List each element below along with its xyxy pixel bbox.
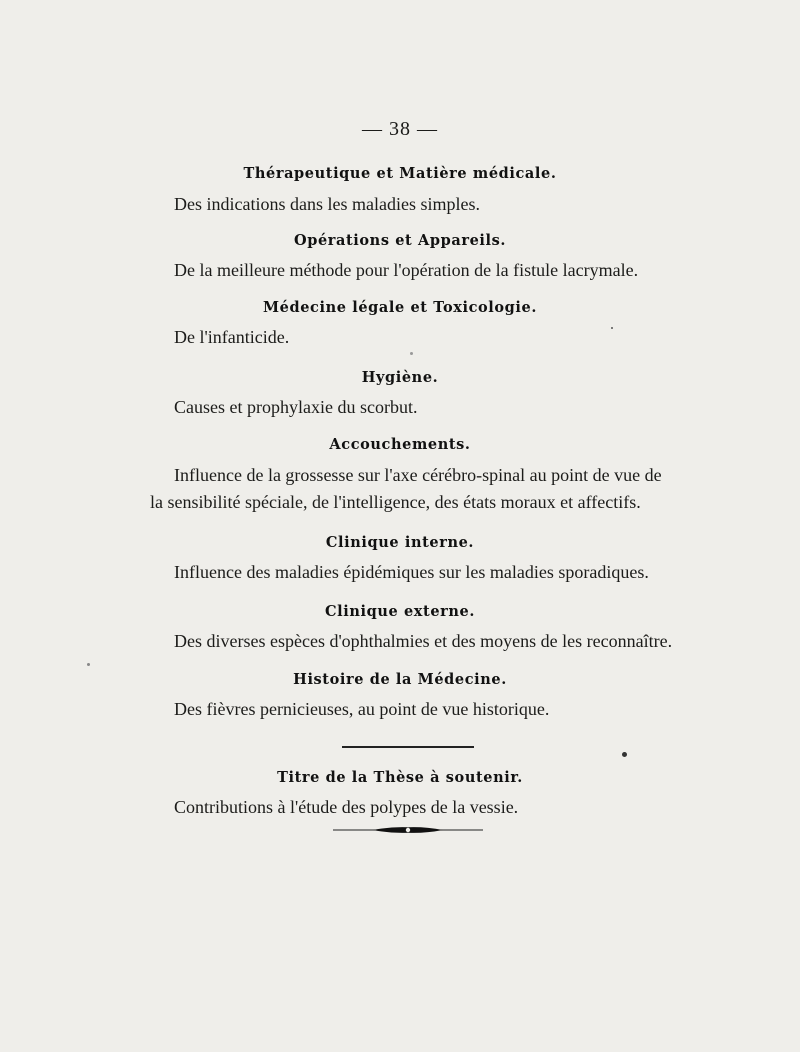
section-heading-therapeutique: Thérapeutique et Matière médicale. xyxy=(243,165,557,182)
section-text-hygiene: Causes et prophylaxie du scorbut. xyxy=(174,397,418,417)
section-text-therapeutique: Des indications dans les maladies simples. xyxy=(174,194,480,214)
section-heading-accouchements: Accouchements. xyxy=(329,436,471,453)
section-heading-histoire: Histoire de la Médecine. xyxy=(293,671,507,688)
section-heading-clinique-externe: Clinique externe. xyxy=(324,603,475,620)
paper-speck xyxy=(611,327,613,329)
section-text-histoire: Des fièvres pernicieuses, au point de vue historique. xyxy=(174,699,550,719)
thesis-text: Contributions à l'étude des polypes de la vessie. xyxy=(174,797,519,817)
paper-speck xyxy=(410,352,413,355)
section-text-clinique-externe: Des diverses espèces d'ophthalmies et des moyens de les reconnaître. xyxy=(174,631,673,651)
section-text-medecine-legale: De l'infanticide. xyxy=(174,327,290,347)
section-divider-rule xyxy=(342,746,474,748)
paper-speck xyxy=(622,752,627,757)
section-heading-hygiene: Hygiène. xyxy=(361,369,439,386)
section-heading-operations: Opérations et Appareils. xyxy=(293,232,507,249)
section-text-accouchements-line2: la sensibilité spéciale, de l'intelligence, des états moraux et affectifs. xyxy=(150,492,641,512)
section-text-operations: De la meilleure méthode pour l'opération de la fistule lacrymale. xyxy=(174,260,639,280)
thesis-heading: Titre de la Thèse à soutenir. xyxy=(277,769,523,786)
section-text-accouchements-line1: Influence de la grossesse sur l'axe cérébro-spinal au point de vue de xyxy=(174,465,662,485)
paper-speck xyxy=(87,663,90,666)
section-text-clinique-interne: Influence des maladies épidémiques sur les maladies sporadiques. xyxy=(174,562,649,582)
section-heading-medecine-legale: Médecine légale et Toxicologie. xyxy=(263,299,537,316)
section-heading-clinique-interne: Clinique interne. xyxy=(325,534,475,551)
end-ornament-rule xyxy=(333,826,483,834)
page-number: — 38 — xyxy=(362,118,438,140)
section-text-accouchements xyxy=(150,462,734,516)
